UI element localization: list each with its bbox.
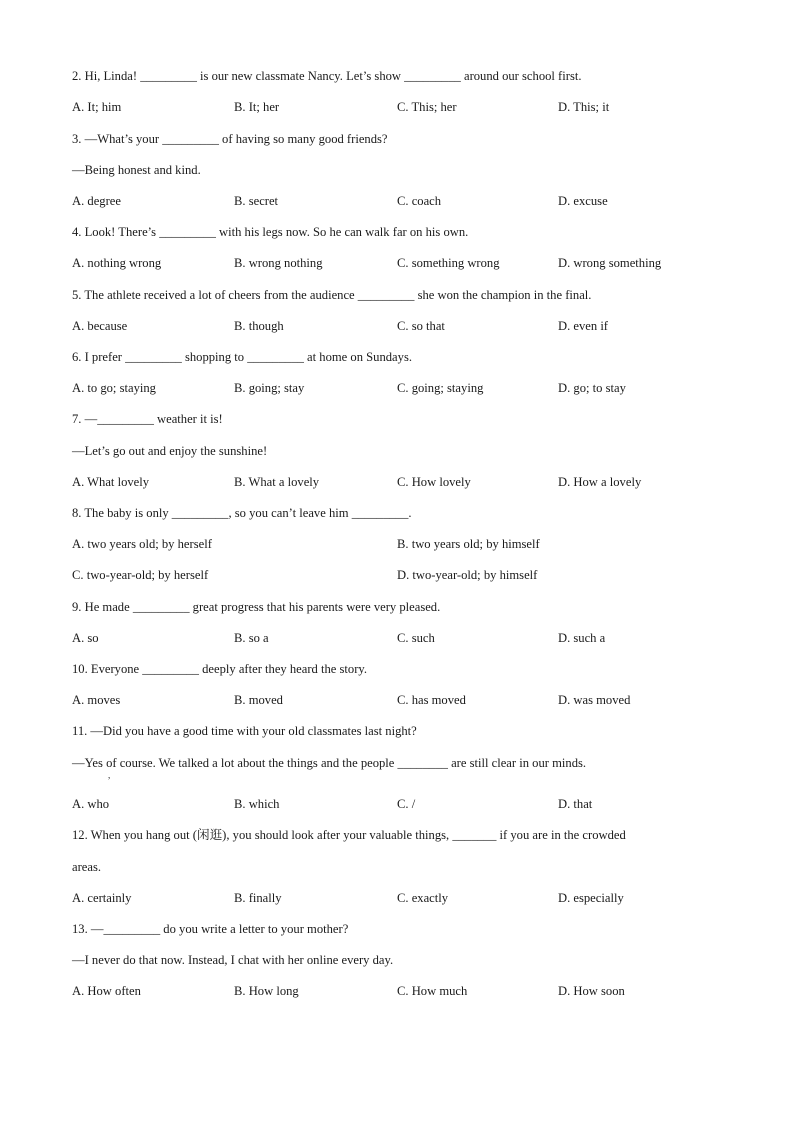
q8-option-c: C. two-year-old; by herself — [72, 568, 209, 582]
q13-option-d: D. How soon — [558, 984, 625, 998]
question-12-stem-continued: areas. — [72, 860, 102, 874]
q12-option-c: C. exactly — [397, 891, 449, 905]
q11-option-a: A. who — [72, 797, 110, 811]
q12-option-a: A. certainly — [72, 891, 132, 905]
question-7-stem: 7. —_________ weather it is! — [72, 412, 223, 426]
q4-option-a: A. nothing wrong — [72, 256, 162, 270]
question-8-stem: 8. The baby is only _________, so you can’t leave him _________. — [72, 506, 412, 520]
q6-option-d: D. go; to stay — [558, 381, 626, 395]
question-9-stem: 9. He made _________ great progress that his parents were very pleased. — [72, 600, 441, 614]
q5-option-a: A. because — [72, 319, 128, 333]
q12-option-b: B. finally — [234, 891, 282, 905]
q6-option-c: C. going; staying — [397, 381, 484, 395]
q5-option-c: C. so that — [397, 319, 445, 333]
q10-option-d: D. was moved — [558, 693, 631, 707]
q12-option-d: D. especially — [558, 891, 624, 905]
q13-option-c: C. How much — [397, 984, 468, 998]
question-10-stem: 10. Everyone _________ deeply after they heard the story. — [72, 662, 368, 676]
q7-option-b: B. What a lovely — [234, 475, 320, 489]
q4-option-d: D. wrong something — [558, 256, 662, 270]
question-13-response: —I never do that now. Instead, I chat with her online every day. — [72, 953, 394, 967]
q4-option-b: B. wrong nothing — [234, 256, 323, 270]
q8-option-d: D. two-year-old; by himself — [397, 568, 538, 582]
question-3-stem: 3. —What’s your _________ of having so many good friends? — [72, 132, 388, 146]
q9-option-b: B. so a — [234, 631, 269, 645]
q7-option-d: D. How a lovely — [558, 475, 642, 489]
q2-option-d: D. This; it — [558, 100, 610, 114]
q13-option-b: B. How long — [234, 984, 299, 998]
question-11-comma-mark: , — [108, 770, 111, 780]
q11-option-d: D. that — [558, 797, 593, 811]
q3-option-b: B. secret — [234, 194, 279, 208]
q2-option-a: A. It; him — [72, 100, 122, 114]
q9-option-d: D. such a — [558, 631, 606, 645]
question-12-stem: 12. When you hang out (闲逛), you should look after your valuable things, _______ if you are in the crowded — [72, 828, 626, 842]
q5-option-b: B. though — [234, 319, 284, 333]
question-6-stem: 6. I prefer _________ shopping to _________ at home on Sundays. — [72, 350, 412, 364]
q6-option-b: B. going; stay — [234, 381, 305, 395]
q4-option-c: C. something wrong — [397, 256, 500, 270]
q7-option-a: A. What lovely — [72, 475, 150, 489]
q3-option-c: C. coach — [397, 194, 442, 208]
q3-option-a: A. degree — [72, 194, 121, 208]
q9-option-c: C. such — [397, 631, 435, 645]
q7-option-c: C. How lovely — [397, 475, 471, 489]
question-7-response: —Let’s go out and enjoy the sunshine! — [72, 444, 268, 458]
question-3-response: —Being honest and kind. — [72, 163, 201, 177]
q10-option-c: C. has moved — [397, 693, 466, 707]
q10-option-b: B. moved — [234, 693, 283, 707]
question-11-response: —Yes of course. We talked a lot about the things and the people ________ are still clear in our minds. — [72, 756, 587, 770]
q10-option-a: A. moves — [72, 693, 121, 707]
q8-option-b: B. two years old; by himself — [397, 537, 540, 551]
q8-option-a: A. two years old; by herself — [72, 537, 212, 551]
q5-option-d: D. even if — [558, 319, 609, 333]
question-2-stem: 2. Hi, Linda! _________ is our new classmate Nancy. Let’s show _________ around our school first. — [72, 69, 582, 83]
question-5-stem: 5. The athlete received a lot of cheers from the audience _________ she won the champion in the final. — [72, 288, 592, 302]
question-4-stem: 4. Look! There’s _________ with his legs now. So he can walk far on his own. — [72, 225, 469, 239]
question-13-stem: 13. —_________ do you write a letter to your mother? — [72, 922, 349, 936]
q11-option-c: C. / — [397, 797, 416, 811]
q3-option-d: D. excuse — [558, 194, 608, 208]
q2-option-b: B. It; her — [234, 100, 280, 114]
q6-option-a: A. to go; staying — [72, 381, 156, 395]
q13-option-a: A. How often — [72, 984, 141, 998]
q2-option-c: C. This; her — [397, 100, 457, 114]
q9-option-a: A. so — [72, 631, 99, 645]
q11-option-b: B. which — [234, 797, 280, 811]
question-11-stem: 11. —Did you have a good time with your old classmates last night? — [72, 724, 417, 738]
